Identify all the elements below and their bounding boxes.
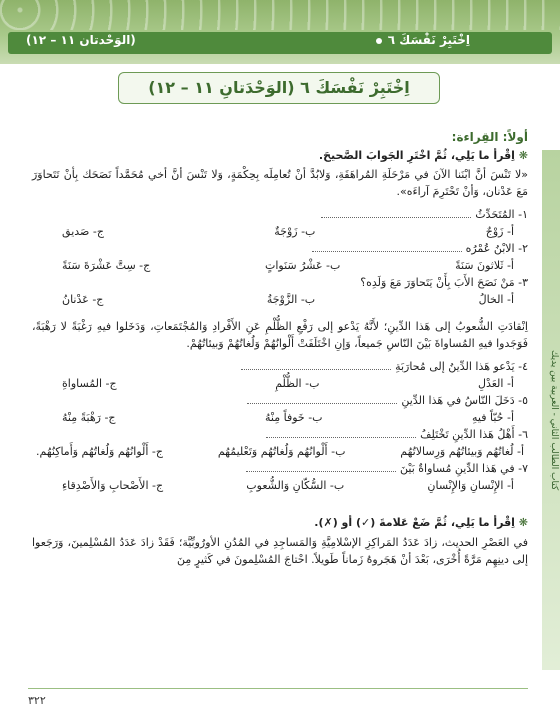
option-a[interactable]: أ- حُبّاً فيهِ bbox=[472, 411, 514, 425]
option-a[interactable]: أ- الخالُ bbox=[478, 292, 514, 306]
option-c[interactable]: ج- صَديق bbox=[62, 224, 104, 238]
star-icon: ❋ bbox=[514, 516, 528, 530]
answer-blank[interactable] bbox=[312, 251, 462, 252]
answer-blank[interactable] bbox=[241, 369, 391, 370]
answer-blank[interactable] bbox=[246, 471, 396, 472]
section1-instruction bbox=[32, 147, 528, 164]
question-text: ٦- أَهْلُ هَذا الدِّينِ تَخْتَلِفُ bbox=[420, 428, 528, 442]
section1-heading: أولاً: القِراءة: bbox=[451, 130, 528, 144]
paragraph-1: «لا تَنْسَ أنَّ ابْنَنا الآنَ في مَرْحَلَةِ المُراهَقَةِ، وَلابُدَّ أنْ تُعامِلَه بِحِكْمَةٍ، وَلا تَنْسَ أنَّ أخي مُحَمَّداً نَصَحَك بِأنْ تَتَحاوَرَ مَعَ عَدْنان، وَأنْ تَحْتَرِمَ آراءَه». bbox=[32, 167, 528, 198]
question-text: ٤- يَدْعو هَذا الدِّينُ إلى مُحارَبَةِ bbox=[395, 360, 528, 374]
page-number: ٣٢٢ bbox=[28, 694, 46, 707]
option-b[interactable]: ب- خَوفاً مِنْهُ bbox=[265, 411, 323, 425]
option-a[interactable]: أ- الإِنْسانِ وَالإِنْسانِ bbox=[427, 479, 514, 493]
star-icon: ❋ bbox=[514, 148, 528, 162]
options-4 bbox=[32, 375, 528, 392]
option-a[interactable]: أ- ثَلاثونَ سَنَةً bbox=[455, 258, 514, 272]
answer-blank[interactable] bbox=[247, 403, 397, 404]
option-a[interactable]: أ- لُغاتُهُم وَبيئاتُهُم وَرِسالاتُهُم bbox=[400, 445, 524, 459]
option-b[interactable]: ب- السُّكّانِ وَالشُّعوبِ bbox=[246, 479, 345, 493]
option-c[interactable]: ج- سِتَّ عَشْرَةَ سَنَةً bbox=[62, 258, 151, 272]
option-c[interactable]: ج- عَدْنانُ bbox=[62, 292, 104, 306]
header-decoration bbox=[0, 0, 560, 30]
question-text: ٢- الابْنُ عُمْرُه bbox=[465, 241, 528, 255]
option-b[interactable]: ب- عَشْرُ سَنَواتٍ bbox=[264, 258, 341, 272]
option-c[interactable]: ج- المُساواةِ bbox=[62, 377, 117, 391]
question-3 bbox=[32, 274, 528, 291]
header-subtitle: (الوَحْدتان ١١ – ١٢) bbox=[26, 33, 136, 47]
option-a[interactable]: أ- العَدْلِ bbox=[477, 377, 514, 391]
options-2 bbox=[32, 257, 528, 274]
option-c[interactable]: ج- رَهْبَةً مِنْهُ bbox=[62, 411, 116, 425]
options-1 bbox=[32, 223, 528, 240]
paragraph-3: في العَصْرِ الحديث، زادَ عَدَدُ المَراكِزِ الإسْلامِيَّةِ وَالمَساجِدِ في المُدُنِ الأورُوبِّيَّة؛ فَقَدْ زادَ عَدَدُ المُسْلِمينَ، وَرَجَعوا إلى دينِهِم مَرَّةً أُخْرَى، بَعْدَ أنْ هَجَروهُ زَماناً طَويلاً. احْتاجَ المُسْلِمونَ في كَثيرٍ مِنَ bbox=[32, 535, 528, 566]
question-6 bbox=[32, 426, 528, 443]
option-c[interactable]: ج- الأَصْحابِ وَالأَصْدِقاءِ bbox=[62, 479, 164, 493]
page-title: اِخْتَبِرْ نَفْسَكَ ٦ (الوَحْدَتانِ ١١ – ١٢) bbox=[118, 72, 440, 104]
question-2 bbox=[32, 240, 528, 257]
option-b[interactable]: ب- الزَّوْجَةُ bbox=[266, 292, 316, 306]
instruction-text: اِقْرأ ما يَلِي، ثُمَّ اخْتَرِ الجَوابَ الصَّحيحَ. bbox=[318, 148, 515, 162]
side-strip bbox=[542, 150, 560, 670]
options-5 bbox=[32, 409, 528, 426]
section2-instruction bbox=[32, 514, 528, 531]
question-text: ٣- مَنْ نَصَحَ الأَبَ بِأَنْ يَتَحاوَرَ مَعَ وَلَدِه؟ bbox=[360, 275, 528, 289]
side-label: كتاب الطالب الثاني - العربية بين يديك bbox=[549, 350, 559, 491]
question-5 bbox=[32, 392, 528, 409]
question-text: ١- المُتَحَدِّثُ bbox=[475, 207, 528, 221]
instruction-text: اِقْرأ ما يَلِي، ثُمَّ ضَعْ عَلامةَ (✓) أو (✗). bbox=[314, 516, 515, 530]
header-dot-icon bbox=[376, 38, 382, 44]
option-b[interactable]: ب- زَوْجَةٌ bbox=[274, 224, 316, 238]
answer-blank[interactable] bbox=[321, 217, 471, 218]
option-c[interactable]: ج- أَلْوانُهُم وَلُغاتُهُم وَأَماكِنُهُم. bbox=[36, 445, 163, 459]
option-b[interactable]: ب- أَلْوانُهُم وَلُغاتُهُم وَتَعْليمُهُم bbox=[217, 445, 346, 459]
paragraph-2: اِنْقادَتِ الشُّعوبُ إلى هَذا الدِّينِ؛ لأَنَّهُ يَدْعو إلى رَفْعِ الظُّلْمِ عَنِ الأَفْرادِ وَالمُجْتَمَعاتِ، وَدَخَلوا فيهِ رَغْبَةً لا رَهْبَةً، فَوَجَدوا فيهِ المُساواةَ بَيْنَ النّاسِ جَميعاً، وَإنِ اخْتَلَفَتْ أَلْوانُهُمْ وَلُغاتُهُمْ وَبيئاتُهُمْ. bbox=[32, 320, 528, 351]
page-header bbox=[0, 0, 560, 64]
option-a[interactable]: أ- زَوْجٌ bbox=[485, 224, 514, 238]
options-7 bbox=[32, 477, 528, 494]
question-text: ٥- دَخَلَ النّاسُ في هَذا الدِّينِ bbox=[401, 394, 528, 408]
header-title: اِخْتَبِرْ نَفْسَكَ ٦ bbox=[387, 33, 470, 47]
answer-blank[interactable] bbox=[266, 437, 416, 438]
options-3 bbox=[32, 291, 528, 308]
footer-divider bbox=[28, 688, 528, 689]
question-4 bbox=[32, 358, 528, 375]
options-6 bbox=[32, 443, 528, 460]
option-b[interactable]: ب- الظُّلْمِ bbox=[275, 377, 320, 391]
question-7 bbox=[32, 460, 528, 477]
question-1 bbox=[32, 206, 528, 223]
question-text: ٧- في هَذا الدِّينِ مُساواةٌ بَيْنَ bbox=[400, 462, 528, 476]
content bbox=[32, 128, 528, 574]
